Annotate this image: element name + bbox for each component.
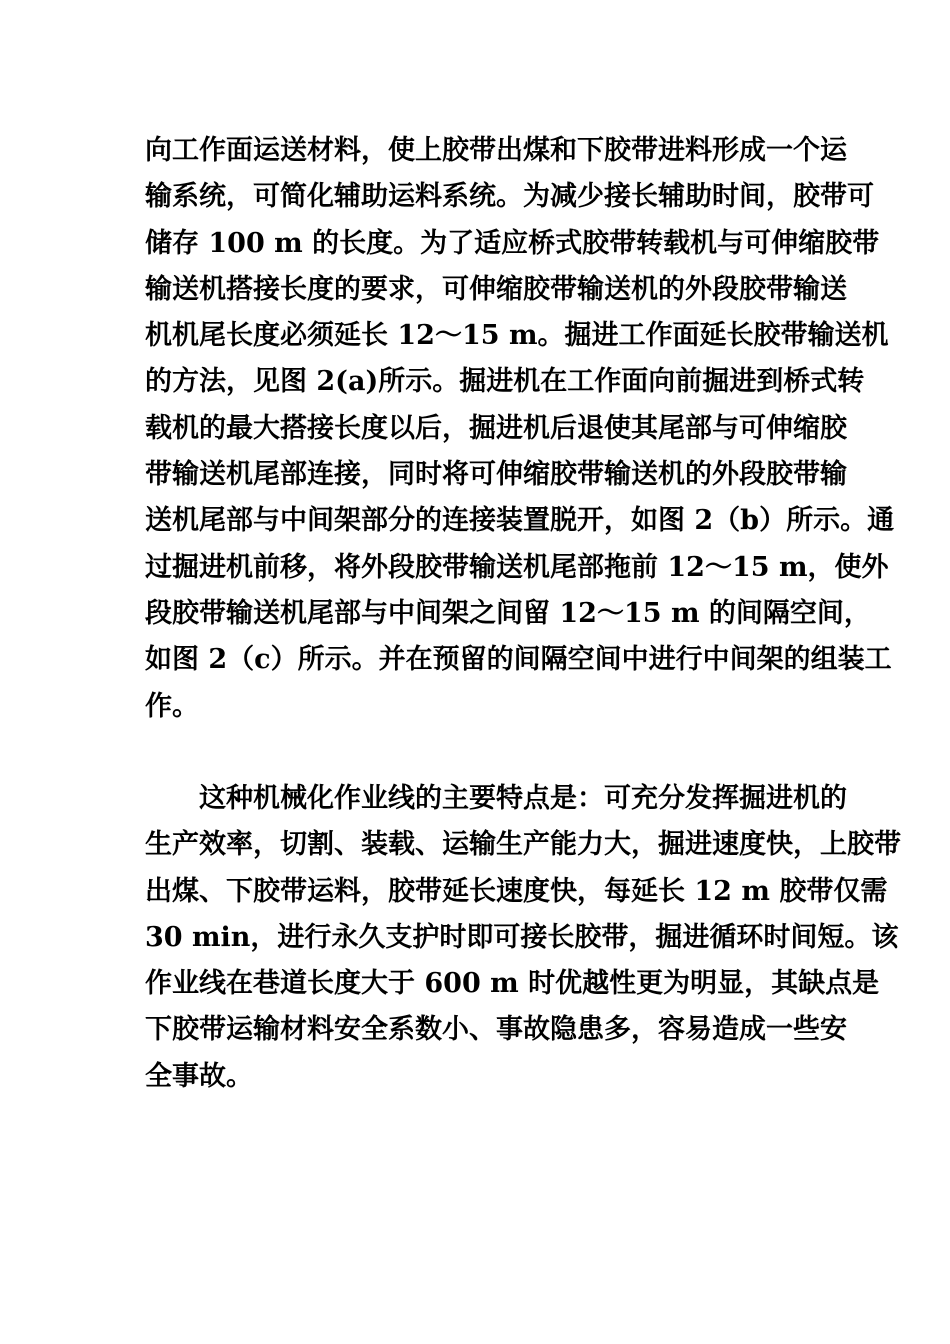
text-line: 30 min，进行永久支护时即可接长胶带，掘进循环时间短。该 (145, 921, 899, 953)
text-line: 作。 (145, 690, 199, 722)
text-line: 段胶带输送机尾部与中间架之间留 12～15 m 的间隔空间， (145, 597, 871, 629)
text-line: 生产效率，切割、装载、运输生产能力大，掘进速度快，上胶带 (145, 829, 901, 861)
text-line: 机机尾长度必须延长 12～15 m。掘进工作面延长胶带输送机 (145, 320, 889, 352)
text-line: 全事故。 (145, 1060, 253, 1092)
text-line: 这种机械化作业线的主要特点是：可充分发挥掘进机的 (199, 783, 847, 814)
text-line: 下胶带运输材料安全系数小、事故隐患多，容易造成一些安 (145, 1014, 847, 1046)
text-line: 输系统，可简化辅助运料系统。为减少接长辅助时间，胶带可 (145, 181, 874, 213)
body-paragraph-2 (145, 776, 901, 1100)
text-line: 过掘进机前移，将外段胶带输送机尾部拖前 12～15 m，使外 (145, 551, 889, 583)
text-line: 送机尾部与中间架部分的连接装置脱开，如图 2（b）所示。通 (145, 505, 895, 537)
text-line: 出煤、下胶带运料，胶带延长速度快，每延长 12 m 胶带仅需 (145, 875, 888, 907)
text-line: 的方法，见图 2(a)所示。掘进机在工作面向前掘进到桥式转 (145, 366, 865, 398)
text-line: 输送机搭接长度的要求，可伸缩胶带输送机的外段胶带输送 (145, 273, 847, 305)
body-paragraph-1 (145, 128, 895, 730)
text-line: 如图 2（c）所示。并在预留的间隔空间中进行中间架的组装工 (145, 644, 892, 676)
text-line: 带输送机尾部连接，同时将可伸缩胶带输送机的外段胶带输 (145, 459, 847, 491)
text-line: 载机的最大搭接长度以后，掘进机后退使其尾部与可伸缩胶 (145, 412, 847, 444)
text-line: 作业线在巷道长度大于 600 m 时优越性更为明显，其缺点是 (145, 968, 880, 1000)
text-line: 向工作面运送材料，使上胶带出煤和下胶带进料形成一个运 (145, 135, 847, 166)
text-line: 储存 100 m 的长度。为了适应桥式胶带转载机与可伸缩胶带 (145, 227, 880, 259)
